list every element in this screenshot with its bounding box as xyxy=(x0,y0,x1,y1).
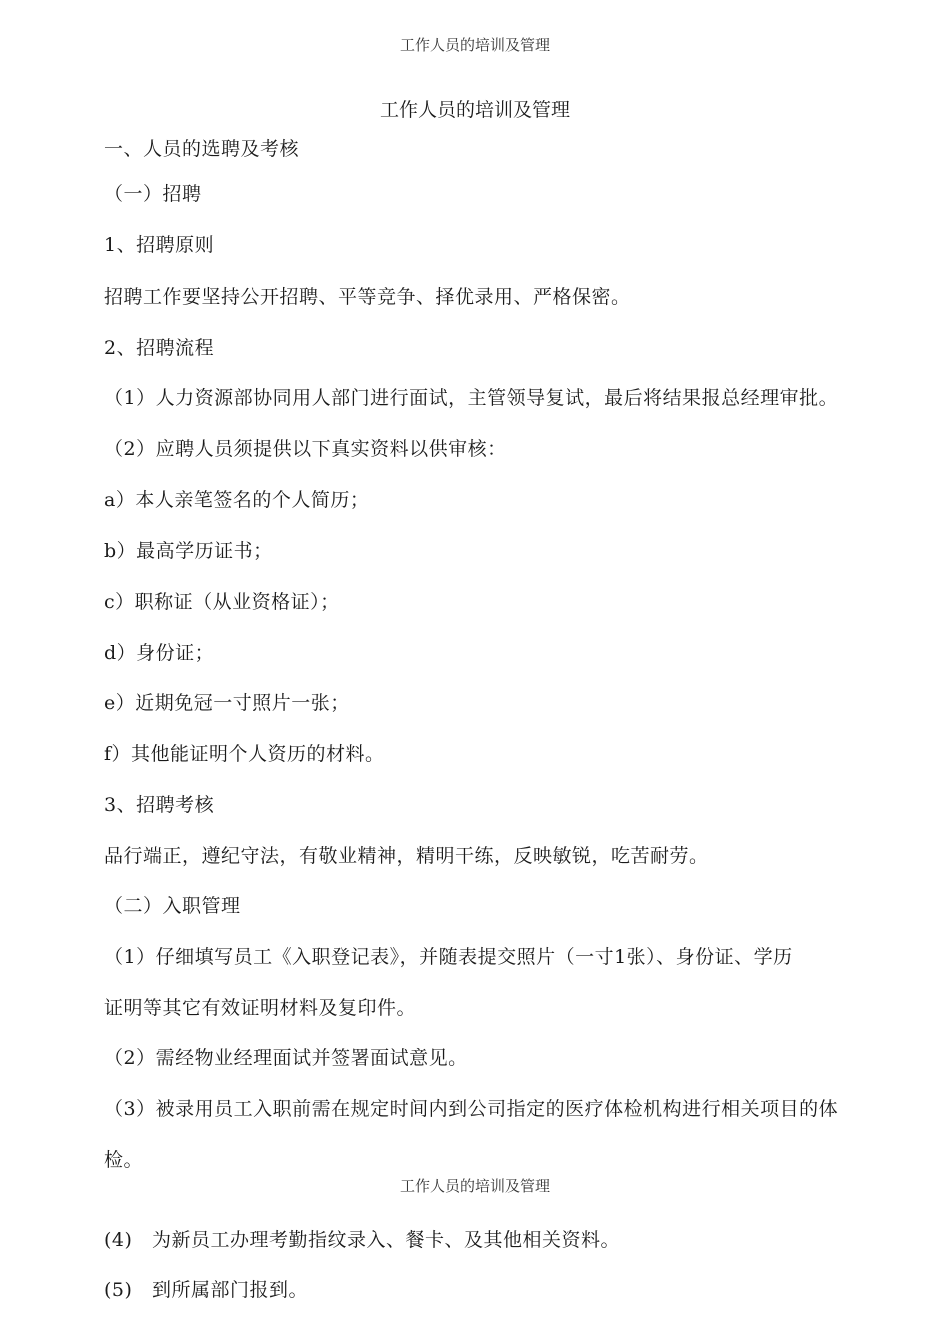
subsection-heading: （一）招聘 xyxy=(104,183,202,205)
running-header: 工作人员的培训及管理 xyxy=(399,36,550,54)
list-item: a）本人亲笔签名的个人简历； xyxy=(104,489,370,511)
item-heading: 1、招聘原则 xyxy=(104,234,215,256)
paragraph: 品行端正，遵纪守法，有敬业精神，精明干练，反映敏锐，吃苦耐劳。 xyxy=(104,845,709,867)
running-header-page2: 工作人员的培训及管理 xyxy=(399,1177,550,1195)
list-item: d）身份证； xyxy=(104,642,215,664)
paragraph: 证明等其它有效证明材料及复印件。 xyxy=(104,997,417,1019)
list-item: e）近期免冠一寸照片一张； xyxy=(104,692,350,714)
paragraph: （1）仔细填写员工《入职登记表》，并随表提交照片（一寸1张）、身份证、学历 xyxy=(104,946,793,968)
subsection-heading: （二）入职管理 xyxy=(104,895,241,917)
list-item: b）最高学历证书； xyxy=(104,540,273,562)
section-heading: 一、人员的选聘及考核 xyxy=(104,138,300,160)
list-item: c）职称证（从业资格证）； xyxy=(104,591,340,613)
paragraph: （1）人力资源部协同用人部门进行面试，主管领导复试，最后将结果报总经理审批。 xyxy=(104,387,839,409)
item-heading: 2、招聘流程 xyxy=(104,337,215,359)
paragraph: （3）被录用员工入职前需在规定时间内到公司指定的医疗体检机构进行相关项目的体 xyxy=(104,1098,839,1120)
paragraph: 检。 xyxy=(104,1149,144,1171)
paragraph: 招聘工作要坚持公开招聘、平等竞争、择优录用、严格保密。 xyxy=(104,286,631,308)
paragraph: (5) 到所属部门报到。 xyxy=(104,1279,309,1301)
paragraph: （2）应聘人员须提供以下真实资料以供审核： xyxy=(104,438,507,460)
paragraph: (4) 为新员工办理考勤指纹录入、餐卡、及其他相关资料。 xyxy=(104,1229,621,1251)
item-heading: 3、招聘考核 xyxy=(104,794,215,816)
list-item: f）其他能证明个人资历的材料。 xyxy=(104,743,385,765)
paragraph: （2）需经物业经理面试并签署面试意见。 xyxy=(104,1047,468,1069)
document-title: 工作人员的培训及管理 xyxy=(379,99,570,121)
